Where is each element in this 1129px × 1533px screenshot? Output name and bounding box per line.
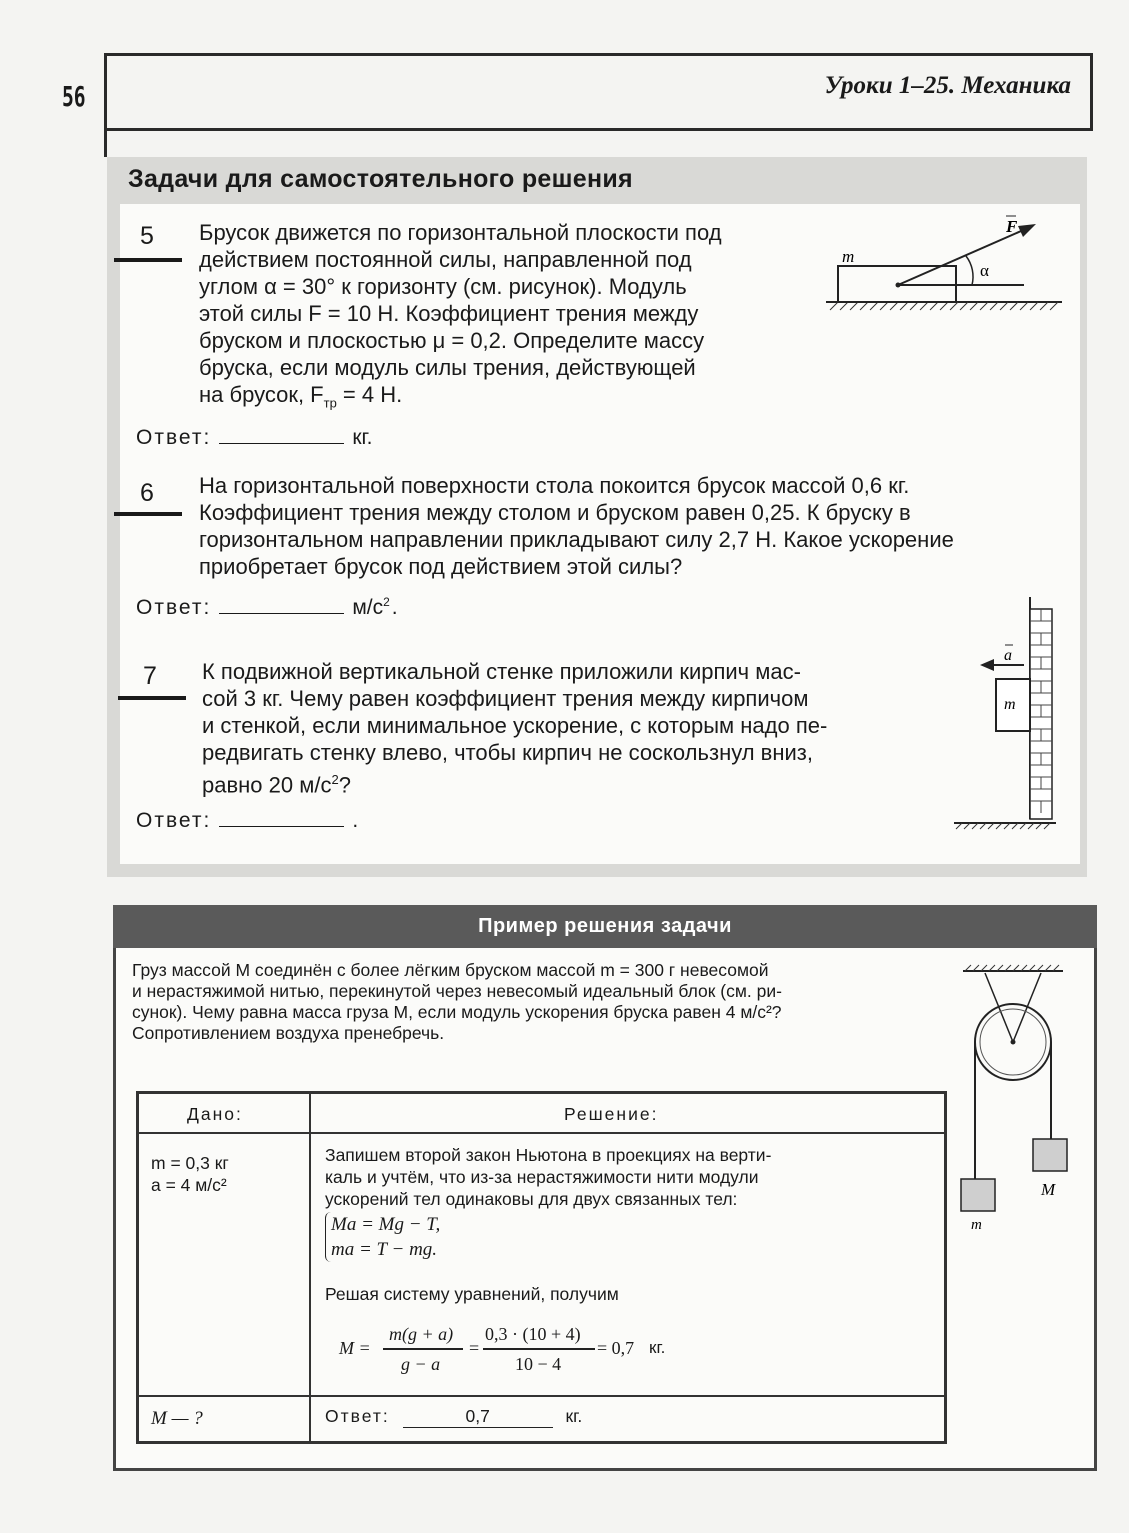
problem-6-bar <box>114 512 182 516</box>
solution-table: Дано: Решение: m = 0,3 кг a = 4 м/с² Запишем второй закон Ньютона в проекциях на верти- каль и учтём, что из-за нерастяжимости нити модули ускорений тел одинаковы для двух связанных тел: Ma = Mg − T, ma = T − mg. Решая систему уравнений, получим M = m(g + a) g − a = 0,3 · (10 + 4) 10 − 4 = 0,7 кг. M — ? Ответ: 0,7 кг. <box>136 1091 947 1444</box>
pulley-m-label: m <box>971 1217 982 1233</box>
given-header: Дано: <box>187 1104 243 1124</box>
equation-system: Ma = Mg − T, ma = T − mg. <box>325 1212 440 1262</box>
example-answer-value: 0,7 <box>403 1406 553 1428</box>
problem-5-number: 5 <box>140 222 154 250</box>
answer-blank[interactable] <box>219 808 344 827</box>
problem-6-answer: Ответ: $м/с^2$. <box>136 595 398 619</box>
given-values: m = 0,3 кг a = 4 м/с² <box>151 1153 229 1195</box>
page-number: 56 <box>62 80 86 113</box>
divider <box>104 125 107 157</box>
header-title: Уроки 1–25. Механика <box>824 72 1071 99</box>
problem-5-text: Брусок движется по горизонтальной плоскости под действием постоянной силы, направленной под углом α = 30° к горизонту (см. рисунок). Модуль этой силы F = 10 Н. Коэффициент трения между бруском и плоскостью μ = 0,2. Определите массу бруска, если модуль силы трения, действующей на брусок, $F_{тр} = 4$ Н. <box>199 220 722 411</box>
find-value: M — ? <box>151 1408 203 1429</box>
example-title: Пример решения задачи <box>113 905 1097 948</box>
problem-6-number: 6 <box>140 479 154 507</box>
pulley-M-label: M <box>1041 1180 1056 1199</box>
solution-header: Решение: <box>564 1104 659 1124</box>
solution-text: Запишем второй закон Ньютона в проекциях на верти- каль и учтём, что из-за нерастяжимости нити модули ускорений тел одинаковы для двух связанных тел: <box>325 1145 772 1209</box>
figure-pulley <box>955 963 1075 1243</box>
problem-6-text: На горизонтальной поверхности стола покоится брусок массой 0,6 кг. Коэффициент трения между столом и бруском равен 0,25. К бруску в горизонтальном направлении прикладывают силу 2,7 Н. Какое ускорение приобретает брусок под действием этой силы? <box>199 473 954 579</box>
problem-5-answer: Ответ: кг. <box>136 426 373 449</box>
fig5-angle-label: α <box>980 261 989 280</box>
answer-blank[interactable] <box>219 595 344 614</box>
figure-incline-force <box>826 210 1076 322</box>
solve-text: Решая систему уравнений, получим <box>325 1284 619 1304</box>
section-title: Задачи для самостоятельного решения <box>128 165 633 193</box>
fig5-mass-label: m <box>842 247 855 266</box>
problem-7-number: 7 <box>143 662 157 690</box>
example-answer: Ответ: 0,7 кг. <box>325 1406 583 1426</box>
problem-7-answer: Ответ: . <box>136 809 359 832</box>
example-text: Груз массой M соединён с более лёгким бруском массой m = 300 г невесомой и нерастяжимой нитью, перекинутой через невесомый идеальный блок (см. ри- сунок). Чему равна масса груза M, если модуль ускорения бруска равен 4 м/с²? Сопротивлением воздуха пренебречь. <box>132 960 782 1043</box>
fig5-force-label: F <box>1006 217 1018 236</box>
fig7-mass-label: m <box>1004 696 1016 713</box>
figure-wall-brick <box>950 597 1060 837</box>
problem-5-bar <box>114 258 182 262</box>
problem-7-text: К подвижной вертикальной стенке приложили кирпич мас- сой 3 кг. Чему равен коэффициент трения между кирпичом и стенкой, если минимальное ускорение, с которым надо пе- редвигать стенку влево, чтобы кирпич не соскользнул вниз, равно 20 $м/с^2$? <box>202 659 828 798</box>
fig7-accel-label: a <box>1004 647 1012 664</box>
problem-7-bar <box>118 696 186 700</box>
answer-blank[interactable] <box>219 425 344 444</box>
